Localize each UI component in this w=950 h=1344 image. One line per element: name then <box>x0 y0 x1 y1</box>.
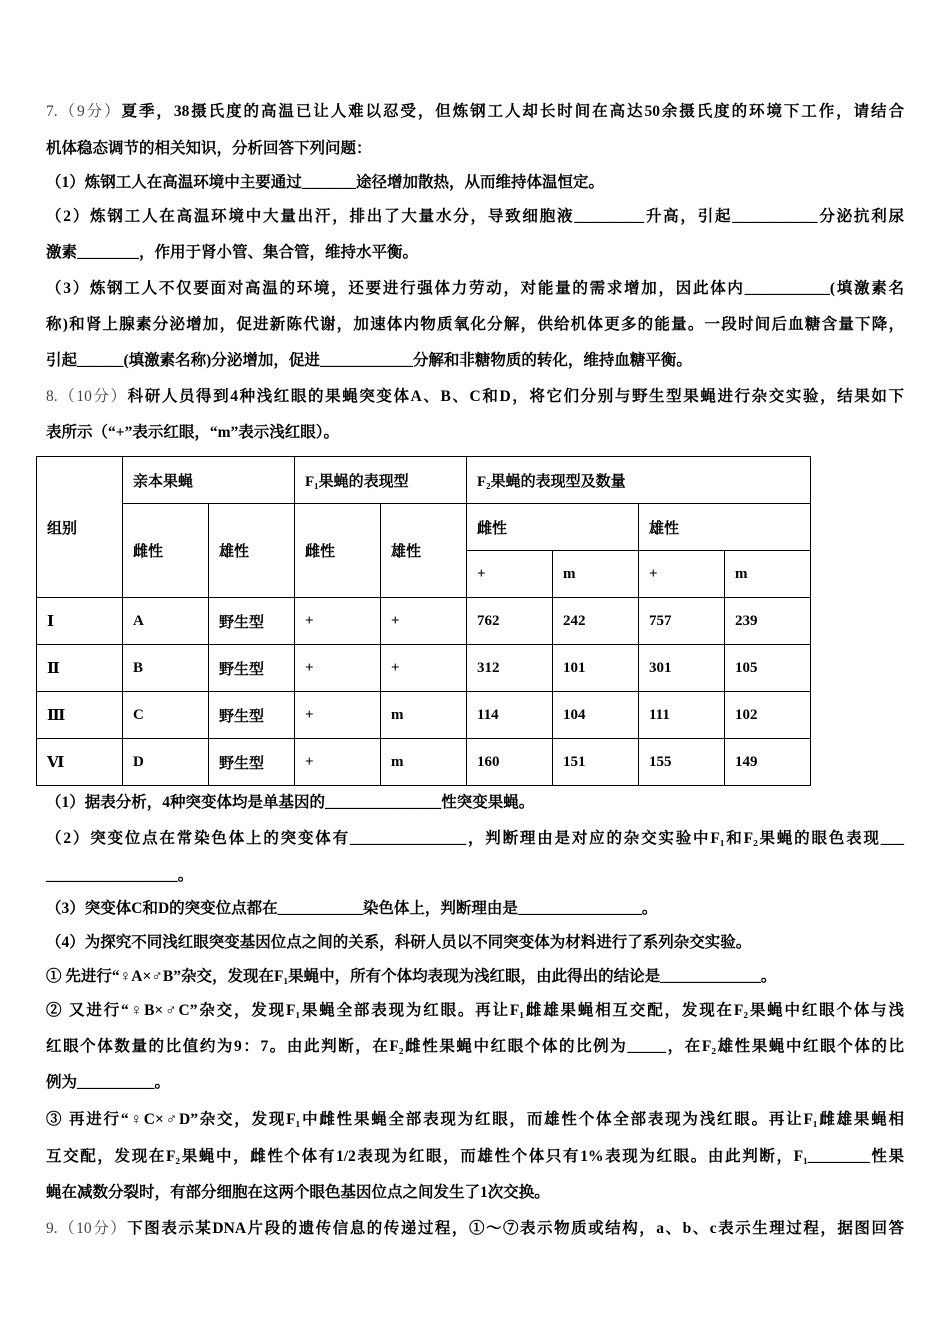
q7-text: 夏季，38摄氏度的高温已让人难以忍受，但炼钢工人却长时间在高达50余摄氏度的环境下工作，请结合 <box>121 103 904 120</box>
q8-c2: ② 又进行“♀B×♂C”杂交，发现F₁果蝇全部表现为红眼。再让F₁雌雄果蝇相互交配，发现在F₂果蝇中红眼个体与浅 <box>46 1002 904 1019</box>
table-cell: 野生型 <box>209 739 295 786</box>
q7-part2-cont: 激素________，作用于肾小管、集合管，维持水平衡。 <box>46 244 419 261</box>
question-number: 9.（10分） <box>46 1220 128 1237</box>
q8-line1 <box>46 387 904 407</box>
q8-c1: ① 先进行“♀A×♂B”杂交，发现在F₁果蝇中，所有个体均表现为浅红眼，由此得出的结论是_____________。 <box>46 968 777 985</box>
header-f1: F₁果蝇的表现型 <box>295 457 467 504</box>
q8-c2-cont2: 例为__________。 <box>46 1074 171 1091</box>
table-cell: Ⅲ <box>37 692 123 739</box>
table-cell: B <box>123 645 209 692</box>
table-cell: Ⅵ <box>37 739 123 786</box>
header-male: 雄性 <box>381 504 467 598</box>
table-cell: 239 <box>725 598 811 645</box>
table-cell: + <box>381 598 467 645</box>
table-cell: + <box>295 598 381 645</box>
table-cell: 野生型 <box>209 598 295 645</box>
header-female: 雌性 <box>467 504 639 551</box>
table-cell: 111 <box>639 692 725 739</box>
table-cell: + <box>295 645 381 692</box>
table-cell: 312 <box>467 645 553 692</box>
table-cell: 160 <box>467 739 553 786</box>
q7-part1: （1）炼钢工人在高温环境中主要通过_______途径增加散热，从而维持体温恒定。 <box>46 174 605 191</box>
q8-c3: ③ 再进行“♀C×♂D”杂交，发现F₁中雌性果蝇全部表现为红眼，而雄性个体全部表现为浅红眼。再让F₁雌雄果蝇相 <box>46 1111 904 1128</box>
table-row <box>37 598 811 645</box>
table-cell: 762 <box>467 598 553 645</box>
q8-text: 科研人员得到4种浅红眼的果蝇突变体A、B、C和D，将它们分别与野生型果蝇进行杂交实验，结果如下 <box>127 388 904 405</box>
question-number: 8.（10分） <box>46 388 128 405</box>
q7-part3: （3）炼钢工人不仅要面对高温的环境，还要进行强体力劳动，对能量的需求增加，因此体内___________(填激素名 <box>46 280 904 297</box>
table-cell: 151 <box>553 739 639 786</box>
table-cell: 301 <box>639 645 725 692</box>
q8-line2: 表所示（“+”表示红眼，“m”表示浅红眼）。 <box>46 424 339 441</box>
table-cell: Ⅰ <box>37 598 123 645</box>
q7-part3-cont: 称)和肾上腺素分泌增加，促进新陈代谢，加速体内物质氧化分解，供给机体更多的能量。一段时间后血糖含量下降， <box>46 316 904 333</box>
header-f2: F₂果蝇的表现型及数量 <box>467 457 811 504</box>
header-m: m <box>553 551 639 598</box>
header-m: m <box>725 551 811 598</box>
header-plus: + <box>639 551 725 598</box>
q7-part2: （2）炼钢工人在高温环境中大量出汗，排出了大量水分，导致细胞液_________升高，引起___________分泌抗利尿 <box>46 208 904 225</box>
header-group: 组别 <box>37 457 123 598</box>
table-cell: 757 <box>639 598 725 645</box>
header-male: 雄性 <box>209 504 295 598</box>
table-row <box>37 692 811 739</box>
q9-line1 <box>46 1219 904 1239</box>
q8-sub1: （1）据表分析，4种突变体均是单基因的_______________性突变果蝇。 <box>46 794 535 811</box>
table-cell: C <box>123 692 209 739</box>
q7-line2: 机体稳态调节的相关知识，分析回答下列问题： <box>46 140 372 157</box>
q7-line1 <box>46 102 904 122</box>
table-row <box>37 739 811 786</box>
table-cell: D <box>123 739 209 786</box>
table-cell: 野生型 <box>209 692 295 739</box>
table-cell: 野生型 <box>209 645 295 692</box>
q8-sub2: （2）突变位点在常染色体上的突变体有_______________，判断理由是对应的杂交实验中F₁和F₂果蝇的眼色表现___ <box>46 830 904 847</box>
q8-c3-cont2: 蝇在减数分裂时，有部分细胞在这两个眼色基因位点之间发生了1次交换。 <box>46 1184 550 1201</box>
header-plus: + <box>467 551 553 598</box>
q8-sub4: （4）为探究不同浅红眼突变基因位点之间的关系，科研人员以不同突变体为材料进行了系列杂交实验。 <box>46 934 752 951</box>
table-cell: 242 <box>553 598 639 645</box>
table-cell: + <box>295 692 381 739</box>
table-cell: A <box>123 598 209 645</box>
q8-c3-cont: 互交配，发现在F₂果蝇中，雌性个体有1/2表现为红眼，而雄性个体只有1%表现为红眼。由此判断，F₁________性果 <box>46 1148 904 1165</box>
header-female: 雌性 <box>123 504 209 598</box>
q8-sub2-cont: _________________。 <box>46 867 194 884</box>
table-cell: m <box>381 739 467 786</box>
table-cell: + <box>295 739 381 786</box>
header-parent: 亲本果蝇 <box>123 457 295 504</box>
table-cell: Ⅱ <box>37 645 123 692</box>
table-cell: + <box>381 645 467 692</box>
table-cell: 105 <box>725 645 811 692</box>
q8-sub3: （3）突变体C和D的突变位点都在___________染色体上，判断理由是________________。 <box>46 900 658 917</box>
table-cell: m <box>381 692 467 739</box>
results-table <box>36 456 811 786</box>
q9-text: 下图表示某DNA片段的遗传信息的传递过程，①～⑦表示物质或结构，a、b、c表示生理过程，据图回答 <box>127 1220 904 1237</box>
table-cell: 101 <box>553 645 639 692</box>
q7-part3-cont2: 引起______(填激素名称)分泌增加，促进____________分解和非糖物质的转化，维持血糖平衡。 <box>46 352 692 369</box>
table-row <box>37 645 811 692</box>
table-cell: 155 <box>639 739 725 786</box>
header-male: 雄性 <box>639 504 811 551</box>
question-number: 7.（9分） <box>46 103 122 120</box>
table-cell: 102 <box>725 692 811 739</box>
table-cell: 114 <box>467 692 553 739</box>
q8-c2-cont: 红眼个体数量的比值约为9：7。由此判断，在F₂雌性果蝇中红眼个体的比例为_____，在F₂雄性果蝇中红眼个体的比 <box>46 1038 904 1055</box>
table-cell: 104 <box>553 692 639 739</box>
header-female: 雌性 <box>295 504 381 598</box>
table-cell: 149 <box>725 739 811 786</box>
